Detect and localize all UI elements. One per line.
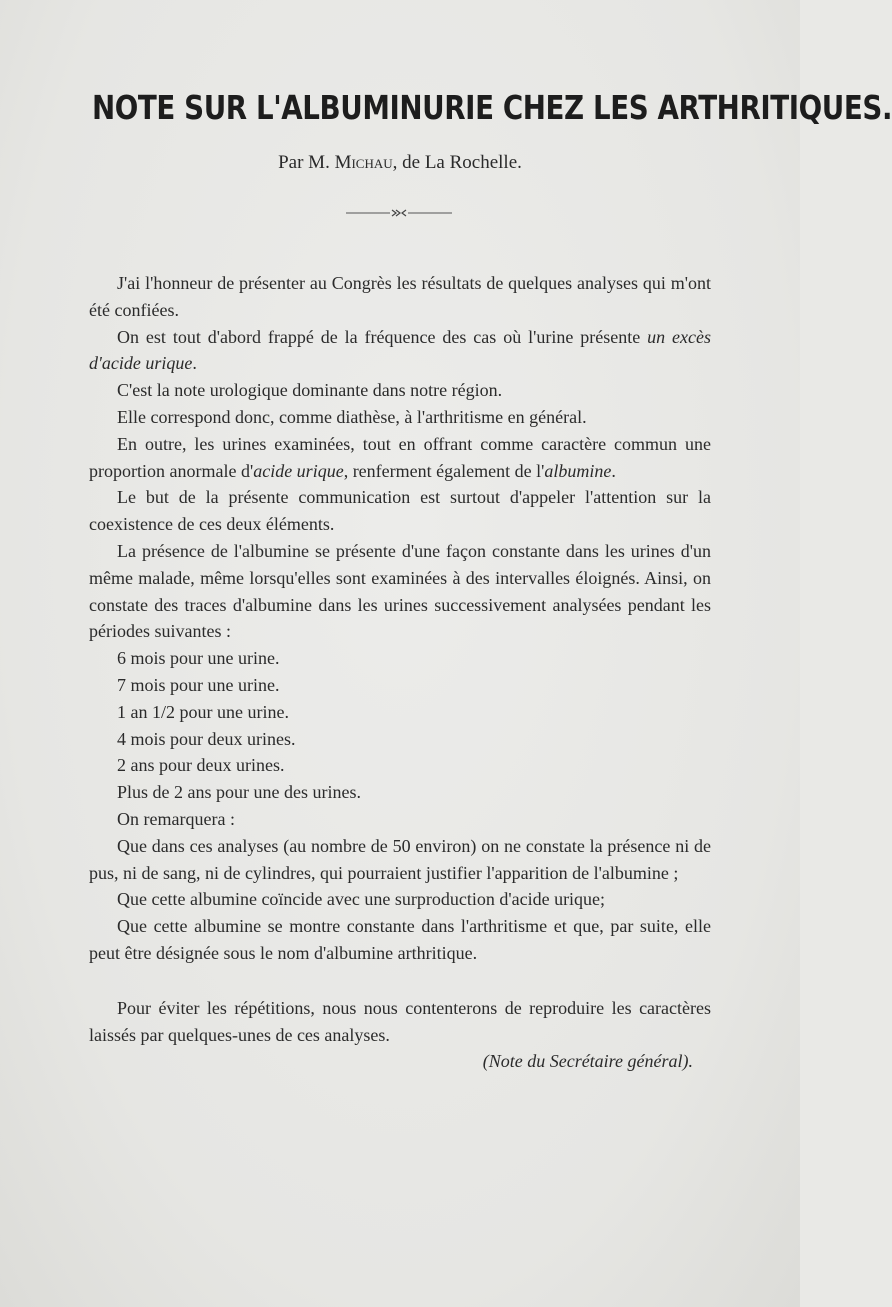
- paragraph: J'ai l'honneur de présenter au Congrès les résultats de quelques analyses qui m'ont été confiées.: [89, 273, 711, 320]
- byline-prefix: Par M.: [278, 152, 335, 173]
- list-item: Plus de 2 ans pour une des urines.: [117, 782, 361, 803]
- page-title: NOTE SUR L'ALBUMINURIE CHEZ LES ARTHRITIQUES.: [92, 88, 892, 127]
- editor-note: (Note du Secrétaire général).: [482, 1051, 693, 1072]
- list-item: 4 mois pour deux urines.: [117, 728, 296, 749]
- closing-paragraph: Pour éviter les répétitions, nous nous contenterons de reproduire les caractères laissés par quelques-unes de ces analyses.: [89, 997, 711, 1045]
- list-item: 6 mois pour une urine.: [117, 648, 280, 669]
- decorative-rule-icon: [346, 208, 452, 218]
- remark-item: Que dans ces analyses (au nombre de 50 environ) on ne constate la présence ni de pus, ni de sang, ni de cylindres, qui pourraient justifier l'apparition de l'albumine ;: [89, 835, 711, 883]
- paragraph: Elle correspond donc, comme diathèse, à l'arthritisme en général.: [117, 406, 587, 427]
- list-item: 2 ans pour deux urines.: [117, 755, 285, 776]
- list-item: 7 mois pour une urine.: [117, 674, 280, 695]
- paragraph: Le but de la présente communication est surtout d'appeler l'attention sur la coexistence de ces deux éléments.: [89, 487, 711, 535]
- remarks-intro: On remarquera :: [117, 808, 235, 829]
- paragraph: En outre, les urines examinées, tout en offrant comme caractère commun une proportion anormale d'acide urique, renferment également de l'albumine.: [89, 433, 711, 481]
- emphasis: albumine: [544, 460, 612, 481]
- remark-item: Que cette albumine se montre constante dans l'arthritisme et que, par suite, elle peut être désignée sous le nom d'albumine arthritique.: [89, 916, 711, 963]
- paragraph: C'est la note urologique dominante dans notre région.: [117, 380, 503, 401]
- byline-suffix: , de La Rochelle.: [392, 152, 522, 173]
- remark-item: Que cette albumine coïncide avec une surproduction d'acide urique;: [117, 889, 606, 910]
- paragraph: La présence de l'albumine se présente d'une façon constante dans les urines d'un même malade, même lorsqu'elles sont examinées à des intervalles éloignés. Ainsi, on constate des traces d'albumine dans les urines successivement analysées pendant les périodes suivantes :: [89, 540, 711, 642]
- byline: [0, 152, 800, 174]
- list-item: 1 an 1/2 pour une urine.: [117, 701, 289, 722]
- article-body: [89, 270, 711, 1075]
- byline-author: Michau: [334, 152, 393, 173]
- emphasis: acide urique: [253, 460, 344, 481]
- paragraph: On est tout d'abord frappé de la fréquence des cas où l'urine présente un excès d'acide urique.: [89, 326, 711, 374]
- emphasis: un excès d'acide urique: [89, 326, 711, 374]
